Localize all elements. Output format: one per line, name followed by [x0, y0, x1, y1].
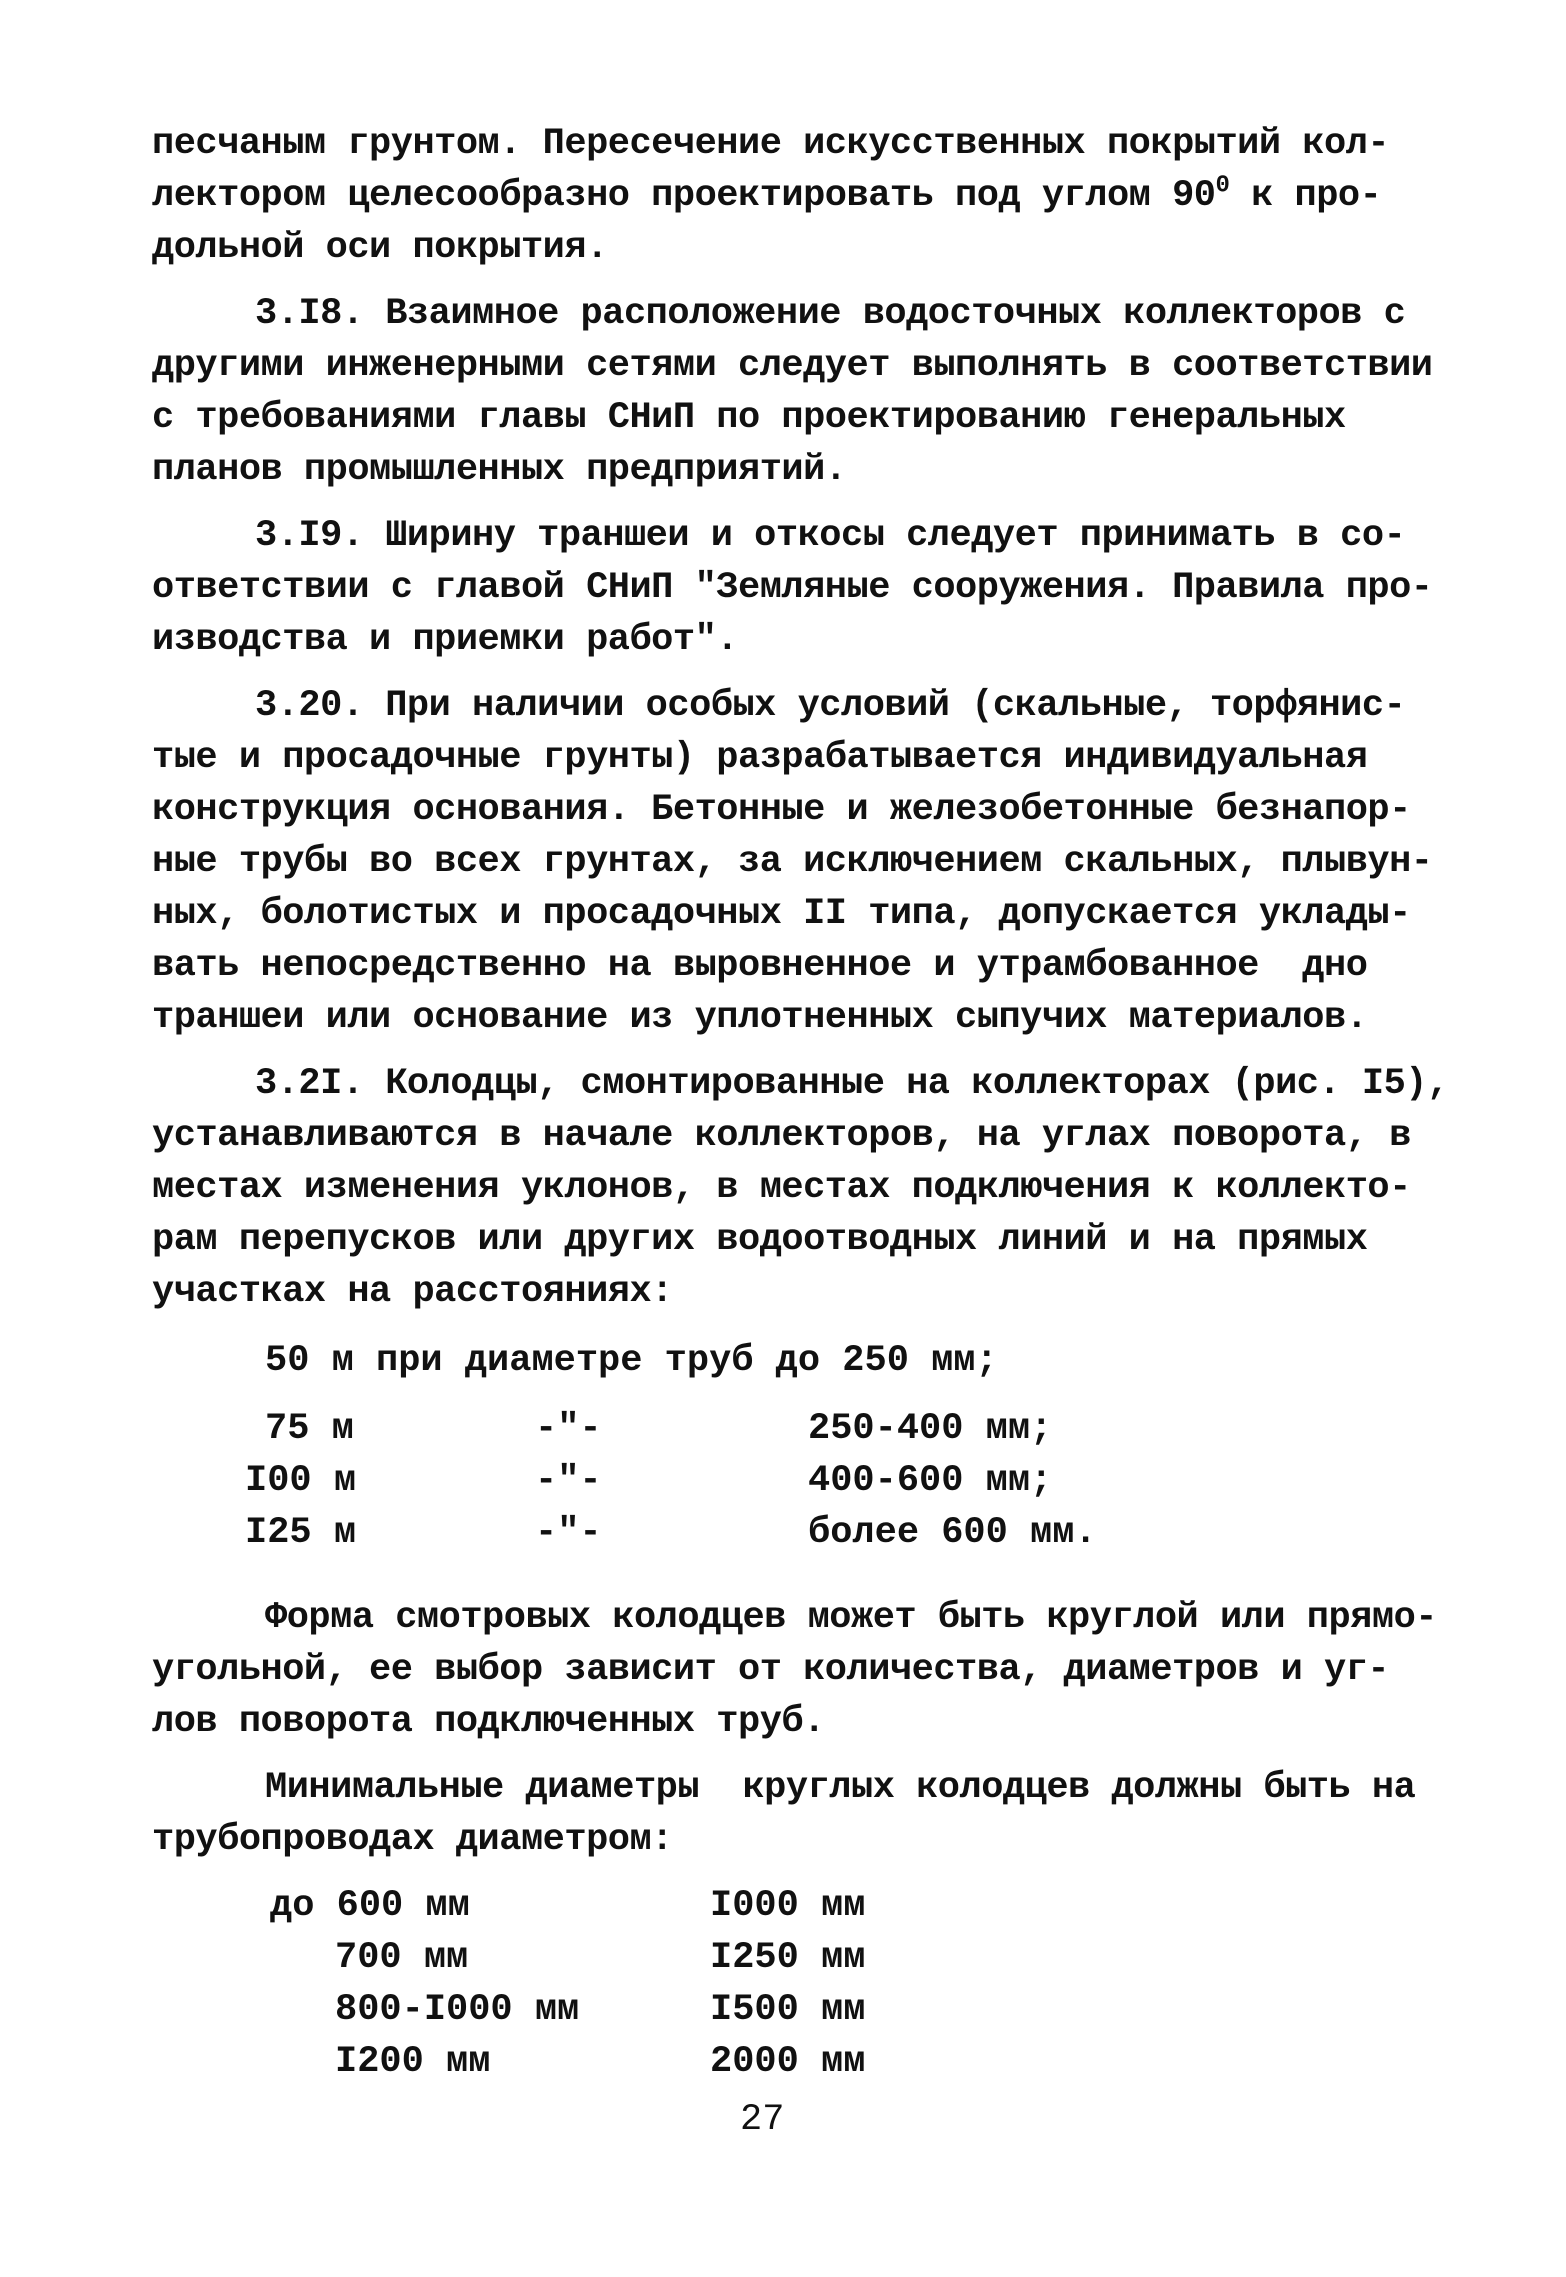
well-diameter: I000 мм: [710, 1885, 866, 1927]
text-line: ные трубы во всех грунтах, за исключением скальных, плывун-: [152, 841, 1433, 883]
spacing-distance: 75 м: [265, 1408, 354, 1450]
text-line: Форма смотровых колодцев может быть круглой или прямо-: [265, 1597, 1437, 1639]
spacing-diameter: 400-600 мм;: [808, 1460, 1053, 1502]
spacing-ditto: -"-: [535, 1460, 602, 1502]
text-line: угольной, ее выбор зависит от количества, диаметров и уг-: [152, 1649, 1390, 1691]
text-line: конструкция основания. Бетонные и железобетонные безнапор-: [152, 789, 1411, 831]
text-line: трубопроводах диаметром:: [152, 1819, 673, 1861]
text-line: устанавливаются в начале коллекторов, на углах поворота, в: [152, 1115, 1411, 1157]
well-diameter: I250 мм: [710, 1937, 866, 1979]
text-line: ных, болотистых и просадочных II типа, допускается уклады-: [152, 893, 1411, 935]
pipe-diameter: 800-I000 мм: [335, 1989, 580, 2031]
section-3-20-line: 3.20. При наличии особых условий (скальные, торфянис-: [255, 685, 1406, 727]
text-line: планов промышленных предприятий.: [152, 449, 847, 491]
text-span: к про-: [1229, 175, 1382, 217]
section-3-21-line: 3.2I. Колодцы, смонтированные на коллекторах (рис. I5),: [255, 1063, 1449, 1105]
text-line: другими инженерными сетями следует выполнять в соответствии: [152, 345, 1433, 387]
section-3-19-line: 3.I9. Ширину траншеи и откосы следует принимать в со-: [255, 515, 1406, 557]
spacing-distance: I00 м: [245, 1460, 357, 1502]
text-line: тые и просадочные грунты) разрабатывается индивидуальная: [152, 737, 1368, 779]
text-line: [152, 170, 1381, 222]
text-line: с требованиями главы СНиП по проектированию генеральных: [152, 397, 1346, 439]
text-line: ответствии с главой СНиП "Земляные сооружения. Правила про-: [152, 567, 1433, 609]
spacing-diameter: более 600 мм.: [808, 1512, 1097, 1554]
pipe-diameter: до 600 мм: [270, 1885, 470, 1927]
text-line: рам перепусков или других водоотводных линий и на прямых: [152, 1219, 1368, 1261]
text-line: участках на расстояниях:: [152, 1271, 673, 1313]
page-number: 27: [740, 2099, 785, 2141]
well-diameter: I500 мм: [710, 1989, 866, 2031]
text-line: изводства и приемки работ".: [152, 619, 738, 661]
spacing-first-row: 50 м при диаметре труб до 250 мм;: [265, 1340, 998, 1382]
text-span: лектором целесообразно проектировать под углом 90: [152, 175, 1216, 217]
text-line: дольной оси покрытия.: [152, 227, 608, 269]
spacing-ditto: -"-: [535, 1512, 602, 1554]
text-line: местах изменения уклонов, в местах подключения к коллекто-: [152, 1167, 1411, 1209]
text-line: вать непосредственно на выровненное и утрамбованное дно: [152, 945, 1368, 987]
spacing-distance: I25 м: [245, 1512, 357, 1554]
pipe-diameter: I200 мм: [335, 2041, 491, 2083]
spacing-diameter: 250-400 мм;: [808, 1408, 1053, 1450]
degree-superscript: 0: [1215, 172, 1230, 200]
text-line: Минимальные диаметры круглых колодцев должны быть на: [265, 1767, 1416, 1809]
pipe-diameter: 700 мм: [335, 1937, 469, 1979]
text-line: песчаным грунтом. Пересечение искусственных покрытий кол-: [152, 123, 1390, 165]
text-line: лов поворота подключенных труб.: [152, 1701, 825, 1743]
section-3-18-line: 3.I8. Взаимное расположение водосточных коллекторов с: [255, 293, 1406, 335]
text-line: траншеи или основание из уплотненных сыпучих материалов.: [152, 997, 1368, 1039]
spacing-ditto: -"-: [535, 1408, 602, 1450]
well-diameter: 2000 мм: [710, 2041, 866, 2083]
